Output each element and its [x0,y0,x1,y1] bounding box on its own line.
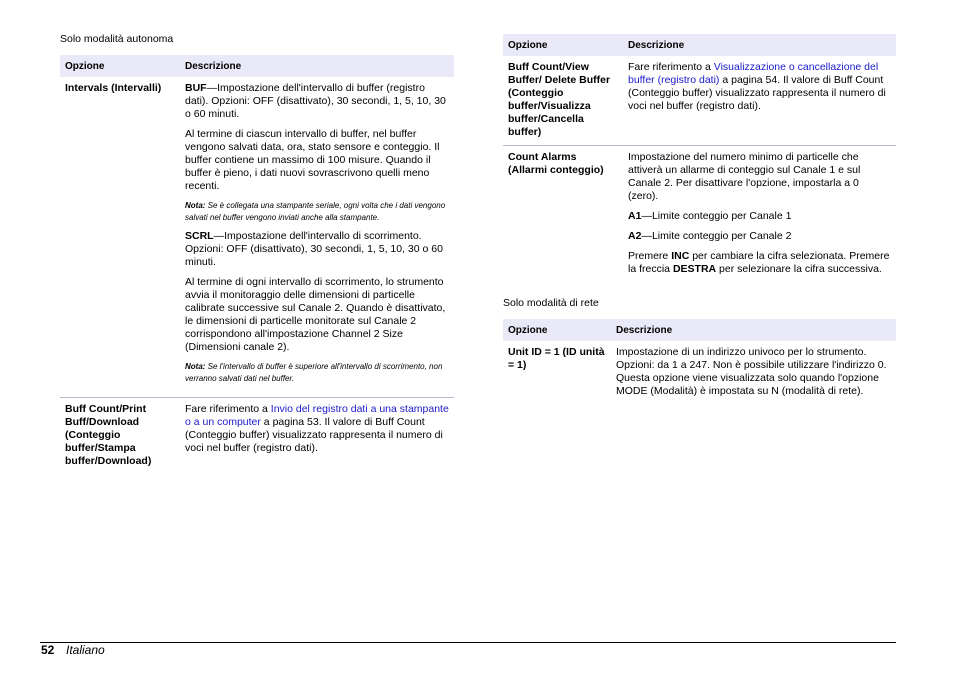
option-description [623,146,896,283]
note-paragraph [185,361,449,384]
header-description: Descrizione [180,55,454,77]
option-description [180,398,454,475]
header-option: Opzione [60,55,180,77]
description-paragraph [628,210,891,223]
keyword-destra: DESTRA [672,263,717,275]
link-view-delete-buffer[interactable]: Visualizzazione o cancellazione del buffer (registro dati) [628,61,879,86]
option-name: Buff Count/Print Buff/Download (Conteggio buffer/Stampa buffer/Download) [65,403,152,467]
option-description [623,56,896,146]
options-table-network [503,319,896,404]
header-option: Opzione [503,34,623,56]
description-paragraph: Al termine di ciascun intervallo di buffer, nel buffer vengono salvati data, ora, stato sensore e conteggio. Il buffer contiene un massimo di 100 misure. Quando il buffer è pieno, i dati nuovi sovrascrivono quelli meno recenti. [185,128,440,192]
description-text: a pagina 53. Il valore di Buff Count (Conteggio buffer) visualizzato rappresenta il numero di voci nel buffer (registro dati). [185,416,443,454]
description-paragraph [628,230,891,243]
header-description: Descrizione [611,319,896,341]
description-text: —Impostazione dell'intervallo di buffer (registro dati). Opzioni: OFF (disattivato), 30 secondi, 1, 5, 10, 30 o 60 minuti. [185,82,446,120]
option-name: Intervals (Intervalli) [60,77,180,398]
description-paragraph: Impostazione di un indirizzo univoco per lo strumento. Opzioni: da 1 a 247. Non è possibile utilizzare l'indirizzo 0. Questa opzione viene visualizzata solo quando l'opzione MODE (Modalità) è impostata su N (modalità di rete). [616,346,887,397]
note-label: Nota: [185,362,206,371]
link-send-data-log[interactable]: Invio del registro dati a una stampante o a un computer [185,403,449,428]
keyword-scrl: SCRL [185,230,214,242]
description-paragraph [185,403,449,455]
description-paragraph [628,61,891,113]
description-text: per cambiare la cifra selezionata. Premere la freccia [628,250,890,275]
header-description: Descrizione [623,34,896,56]
description-text: —Limite conteggio per Canale 1 [641,210,792,222]
option-name: Unit ID = 1 (ID unità = 1) [508,346,605,371]
keyword-a2: A2 [628,230,642,242]
table-row-unit-id [503,341,896,404]
footer-language: Italiano [66,643,105,657]
description-paragraph [185,230,449,269]
description-text: Fare riferimento a [628,61,714,73]
options-table-standalone [60,55,454,474]
keyword-buf: BUF [185,82,207,94]
description-text: —Impostazione dell'intervallo di scorrimento. Opzioni: OFF (disattivato), 30 secondi, 1, 5, 10, 30 o 60 minuti. [185,230,443,268]
keyword-inc: INC [671,250,690,262]
table-row-intervals [60,77,454,398]
description-text: a pagina 54. Il valore di Buff Count (Conteggio buffer) visualizzato rappresenta il numero di voci nel buffer (registro dati). [628,74,886,112]
footer-rule [40,642,896,643]
note-paragraph [185,200,449,223]
option-name: Count Alarms (Allarmi conteggio) [508,151,604,176]
description-paragraph [628,250,891,276]
table-row-buff-count-print [60,398,454,475]
option-description [611,341,896,404]
description-text: Fare riferimento a [185,403,271,415]
table-row-buff-count-view [503,56,896,146]
header-option: Opzione [503,319,611,341]
description-paragraph: Al termine di ogni intervallo di scorrimento, lo strumento avvia il monitoraggio delle dimensioni di particelle calibrate successive sul Canale 2. Quando è disattivato, le dimensioni di particelle monitorate sul Canale 2 corrispondono all'impostazione Channel 2 Size (Dimensioni canale 2). [185,276,446,353]
options-table-buffer-alarms [503,34,896,282]
table-header-row [503,34,896,56]
description-paragraph [185,82,449,121]
table-header-row [60,55,454,77]
description-text: per selezionare la cifra successiva. [716,263,882,275]
keyword-a1: A1 [628,210,642,222]
option-description [180,77,454,398]
description-paragraph: Impostazione del numero minimo di particelle che attiverà un allarme di conteggio sul Canale 1 e sul Canale 2. Per disattivare l'opzione, impostarla a 0 (zero). [628,151,861,202]
page-number: 52 [41,643,55,657]
option-name: Buff Count/View Buffer/ Delete Buffer (Conteggio buffer/Visualizza buffer/Cancella buffer) [503,56,623,146]
note-text: Se l'intervallo di buffer è superiore all'intervallo di scorrimento, non verranno salvati dati nel buffer. [185,362,443,383]
description-text: Premere [628,250,672,262]
note-label: Nota: [185,201,206,210]
description-text: —Limite conteggio per Canale 2 [641,230,792,242]
note-text: Se è collegata una stampante seriale, ogni volta che i dati vengono salvati nel buffer vengono inviati anche alla stampante. [185,201,446,222]
table-row-count-alarms [503,146,896,283]
table-header-row [503,319,896,341]
caption-network-mode: Solo modalità di rete [503,297,599,309]
caption-standalone-mode: Solo modalità autonoma [60,33,174,45]
